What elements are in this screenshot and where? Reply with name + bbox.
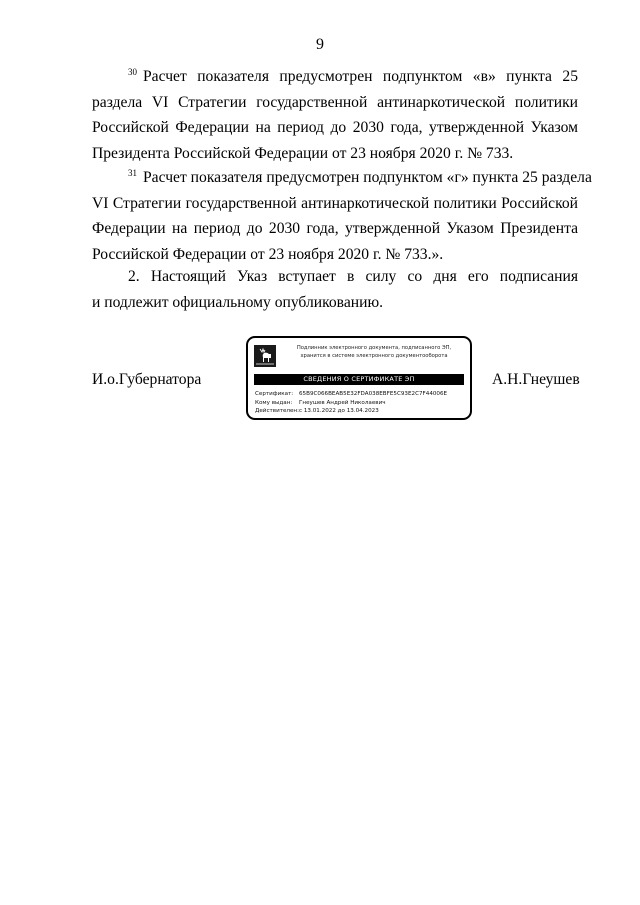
signatory-position: И.о.Губернатора [92,371,202,388]
stamp-header-line-2: хранится в системе электронного документооборота [300,353,448,359]
stamp-header [282,344,466,360]
stamp-fields [255,390,467,416]
footnote-30-line-2: раздела VI Стратегии государственной антинаркотической политики [92,93,578,111]
footnote-30 [92,60,578,166]
clause-2 [92,264,578,315]
footnote-30-line-1: $^{30}$ Расчет показателя предусмотрен подпунктом «в» пункта 25 [128,67,578,85]
footnote-31-line-4: Российской Федерации от 23 ноября 2020 г. № 733.». [92,245,444,263]
footnote-31-mark: 31 [128,168,137,178]
stamp-issued-to-label: Кому выдан: [255,399,293,406]
footnote-31-line-2: VI Стратегии государственной антинаркотической политики Российской [92,194,578,212]
footnote-31 [92,161,592,267]
footnote-30-line-4: Президента Российской Федерации от 23 ноября 2020 г. № 733. [92,144,514,162]
stamp-certificate-label: Сертификат: [255,391,294,397]
clause-2-line-1: 2. Настоящий Указ вступает в силу со дня его подписания [128,268,578,285]
footnote-30-mark: 30 [128,67,137,77]
stamp-certificate-row [255,390,467,399]
stamp-valid-value: с 13.01.2022 до 13.04.2023 [299,408,379,414]
stamp-header-line-1: Подлинник электронного документа, подписанного ЭП, [296,345,452,351]
stamp-valid-label: Действителен: [255,408,299,414]
stamp-valid-row [255,407,467,416]
footnote-31-line-3: Федерации на период до 2030 года, утвержденной Указом Президента [92,220,578,237]
stamp-issued-to-value: Гнеушев Андрей Николаевич [299,399,386,406]
electronic-signature-stamp [246,336,472,420]
footnote-30-line-3: Российской Федерации на период до 2030 года, утвержденной Указом [92,119,578,136]
stamp-certificate-value: 65B9C066BEAB5E32FDA038EBFE5C93E2C7F44006E [299,391,448,397]
signatory-name: А.Н.Гнеушев [492,371,580,388]
stamp-title-bar: СВЕДЕНИЯ О СЕРТИФИКАТЕ ЭП [254,374,464,385]
page-number: 9 [316,36,324,53]
nizhny-novgorod-deer-emblem-icon [254,345,276,367]
footnote-31-line-1: $^{31}$ Расчет показателя предусмотрен подпунктом «г» пункта 25 раздела [128,168,592,186]
clause-2-line-2: и подлежит официальному опубликованию. [92,293,384,311]
stamp-issued-to-row [255,399,467,408]
